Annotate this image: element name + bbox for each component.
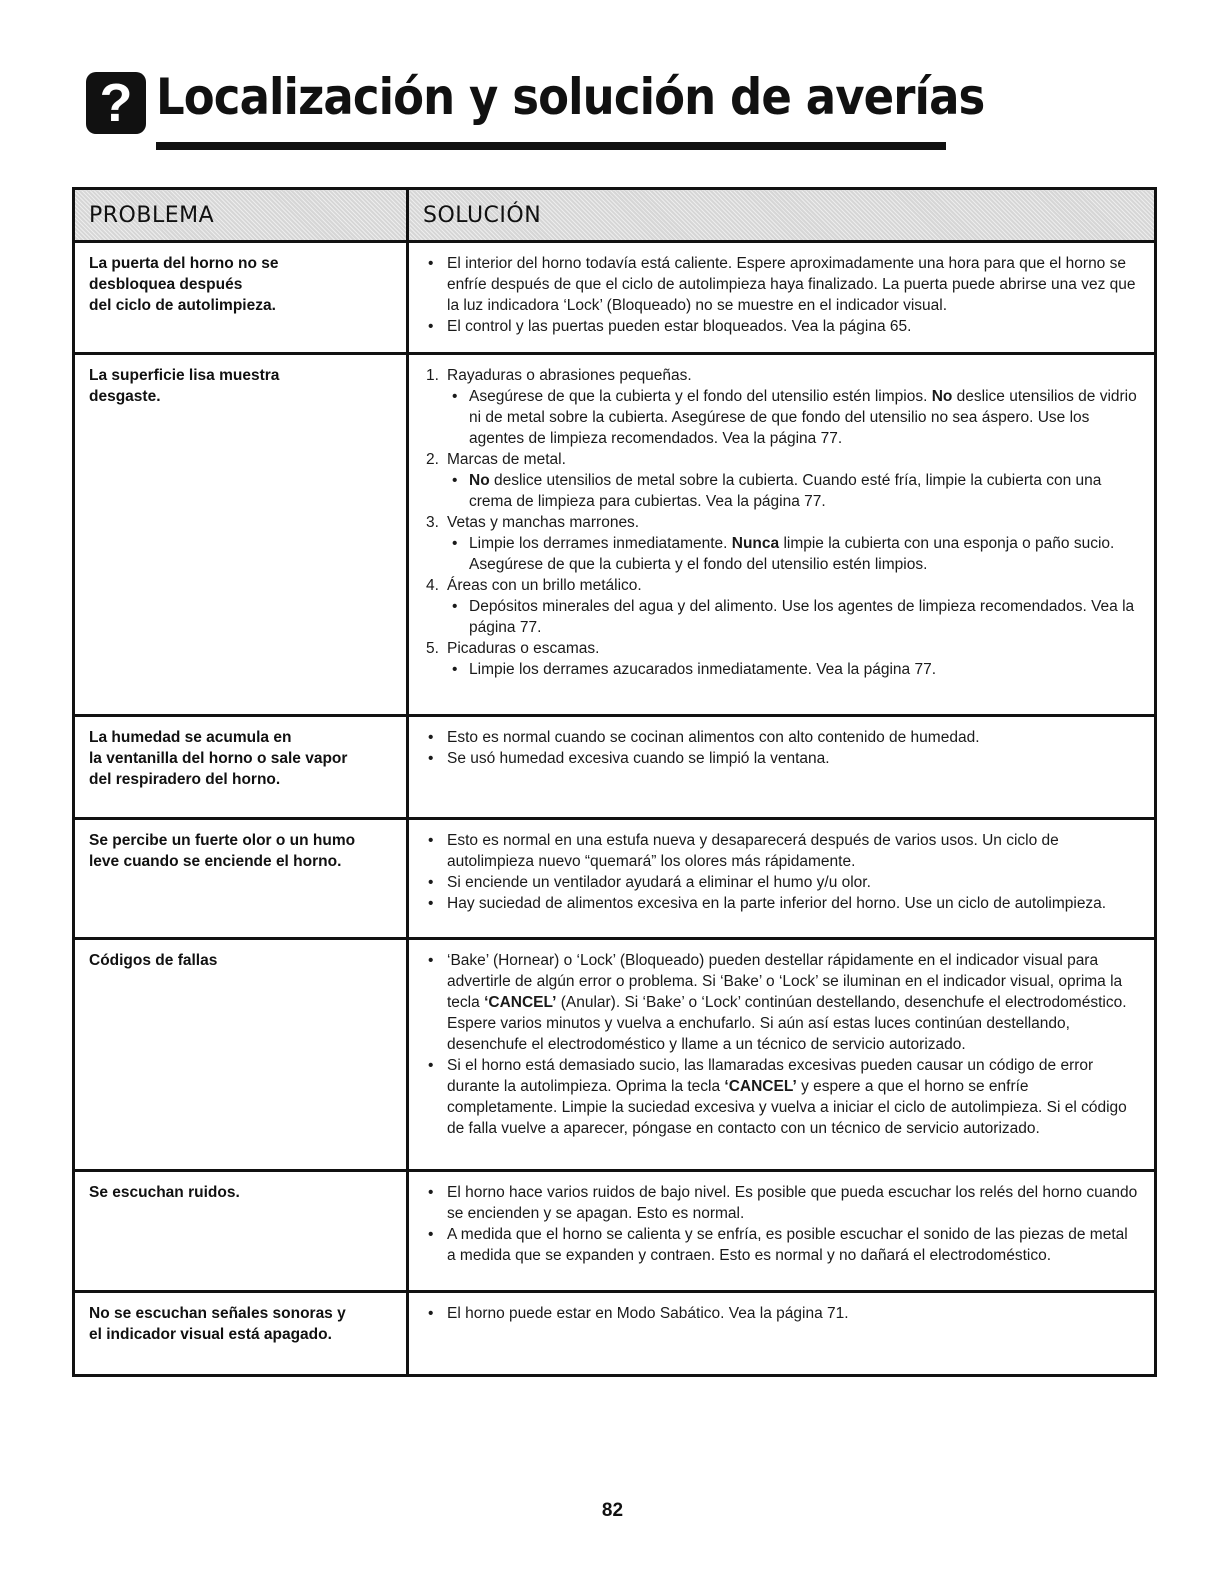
problem-cell: No se escuchan señales sonoras y el indicador visual está apagado. [74, 1292, 408, 1376]
solution-cell [408, 242, 1156, 354]
question-mark-icon: ? [86, 72, 146, 134]
page-header [86, 68, 985, 150]
solution-bullet: • El horno hace varios ruidos de bajo nivel. Es posible que pueda escuchar los relés del horno cuando se encienden y se apagan. Esto es normal. [423, 1182, 1140, 1224]
solution-bullet: • Asegúrese de que la cubierta y el fondo del utensilio estén limpios. No deslice utensilios de vidrio ni de metal sobre la cubierta. Asegúrese de que fondo del utensilio no sea áspero. Use los agentes de limpieza recomendados. Vea la página 77. [447, 386, 1140, 449]
table-row [74, 716, 1156, 819]
solution-cell [408, 1292, 1156, 1376]
solution-bullet: • Esto es normal cuando se cocinan alimentos con alto contenido de humedad. [423, 727, 1140, 748]
page-number: 82 [601, 1500, 624, 1521]
header-problema: PROBLEMA [74, 189, 408, 242]
numbered-item: 5. Picaduras o escamas. • Limpie los derrames azucarados inmediatamente. Vea la página 77. [423, 638, 1140, 680]
table-row [74, 242, 1156, 354]
table-row [74, 1292, 1156, 1376]
solution-bullet: • Depósitos minerales del agua y del alimento. Use los agentes de limpieza recomendados. Vea la página 77. [447, 596, 1140, 638]
table-row [74, 939, 1156, 1171]
solution-bullet: • El control y las puertas pueden estar bloqueados. Vea la página 65. [423, 316, 1140, 337]
solution-bullet: • Limpie los derrames azucarados inmediatamente. Vea la página 77. [447, 659, 1140, 680]
solution-bullet: • No deslice utensilios de metal sobre la cubierta. Cuando esté fría, limpie la cubierta con una crema de limpieza para cubiertas. Vea la página 77. [447, 470, 1140, 512]
cancel-key-label: ‘CANCEL’ [724, 1078, 797, 1095]
table-row [74, 354, 1156, 716]
problem-cell: Se percibe un fuerte olor o un humo leve cuando se enciende el horno. [74, 819, 408, 939]
problem-cell: La puerta del horno no se desbloquea después del ciclo de autolimpieza. [74, 242, 408, 354]
problem-cell: Códigos de fallas [74, 939, 408, 1171]
solution-bullet: • Esto es normal en una estufa nueva y desaparecerá después de varios usos. Un ciclo de autolimpieza nuevo “quemará” los olores más rápidamente. [423, 830, 1140, 872]
solution-cell [408, 939, 1156, 1171]
solution-bullet: • El horno puede estar en Modo Sabático. Vea la página 71. [423, 1303, 1140, 1324]
solution-cell [408, 1171, 1156, 1292]
solution-bullet: • Se usó humedad excesiva cuando se limpió la ventana. [423, 748, 1140, 769]
solution-bullet: • Si enciende un ventilador ayudará a eliminar el humo y/u olor. [423, 872, 1140, 893]
solution-bullet: • Limpie los derrames inmediatamente. Nunca limpie la cubierta con una esponja o paño sucio. Asegúrese de que la cubierta y el fondo del utensilio estén limpios. [447, 533, 1140, 575]
table-row [74, 819, 1156, 939]
problem-cell: Se escuchan ruidos. [74, 1171, 408, 1292]
title-underline [156, 142, 946, 150]
table-row [74, 1171, 1156, 1292]
cancel-key-label: ‘CANCEL’ [484, 994, 557, 1011]
solution-bullet: • El interior del horno todavía está caliente. Espere aproximadamente una hora para que el horno se enfríe después de que el ciclo de autolimpieza haya finalizado. La puerta puede abrirse una vez que la luz indicadora ‘Lock’ (Bloqueado) no se muestre en el indicador visual. [423, 253, 1140, 316]
solution-bullet: • Hay suciedad de alimentos excesiva en la parte inferior del horno. Use un ciclo de autolimpieza. [423, 893, 1140, 914]
numbered-item: 1. Rayaduras o abrasiones pequeñas. • Asegúrese de que la cubierta y el fondo del utensilio estén limpios. No deslice utensilios de vidrio ni de metal sobre la cubierta. Asegúrese de que fondo del utensilio no sea áspero. Use los agentes de limpieza recomendados. Vea la página 77. [423, 365, 1140, 449]
numbered-item: 2. Marcas de metal. • No deslice utensilios de metal sobre la cubierta. Cuando esté fría, limpie la cubierta con una crema de limpieza para cubiertas. Vea la página 77. [423, 449, 1140, 512]
problem-cell: La superficie lisa muestra desgaste. [74, 354, 408, 716]
solution-cell [408, 354, 1156, 716]
troubleshooting-table [72, 187, 1157, 1377]
page-title: Localización y solución de averías [156, 68, 985, 126]
solution-bullet: • A medida que el horno se calienta y se enfría, es posible escuchar el sonido de las piezas de metal a medida que se expanden y contraen. Esto es normal y no dañará el electrodoméstico. [423, 1224, 1140, 1266]
table-header-row [74, 189, 1156, 242]
numbered-item: 4. Áreas con un brillo metálico. • Depósitos minerales del agua y del alimento. Use los agentes de limpieza recomendados. Vea la página 77. [423, 575, 1140, 638]
solution-bullet: • Si el horno está demasiado sucio, las llamaradas excesivas pueden causar un código de error durante la autolimpieza. Oprima la tecla ‘CANCEL’ y espere a que el horno se enfríe completamente. Limpie la suciedad excesiva y vuelva a iniciar el ciclo de autolimpieza. Si el código de falla vuelve a aparecer, póngase en contacto con un técnico de servicio autorizado. [423, 1055, 1140, 1139]
solution-bullet: • ‘Bake’ (Hornear) o ‘Lock’ (Bloqueado) pueden destellar rápidamente en el indicador visual para advertirle de algún error o problema. Si ‘Bake’ o ‘Lock’ se iluminan en el indicador visual, oprima la tecla ‘CANCEL’ (Anular). Si ‘Bake’ o ‘Lock’ continúan destellando, desenchufe el electrodoméstico. Espere varios minutos y vuelva a enchufarlo. Si aún así estas luces continúan destellando, desenchufe el electrodoméstico y llame a un técnico de servicio autorizado. [423, 950, 1140, 1055]
problem-cell: La humedad se acumula en la ventanilla del horno o sale vapor del respiradero del horno. [74, 716, 408, 819]
solution-cell [408, 819, 1156, 939]
solution-cell [408, 716, 1156, 819]
header-solucion: SOLUCIÓN [408, 189, 1156, 242]
numbered-item: 3. Vetas y manchas marrones. • Limpie los derrames inmediatamente. Nunca limpie la cubierta con una esponja o paño sucio. Asegúrese de que la cubierta y el fondo del utensilio estén limpios. [423, 512, 1140, 575]
